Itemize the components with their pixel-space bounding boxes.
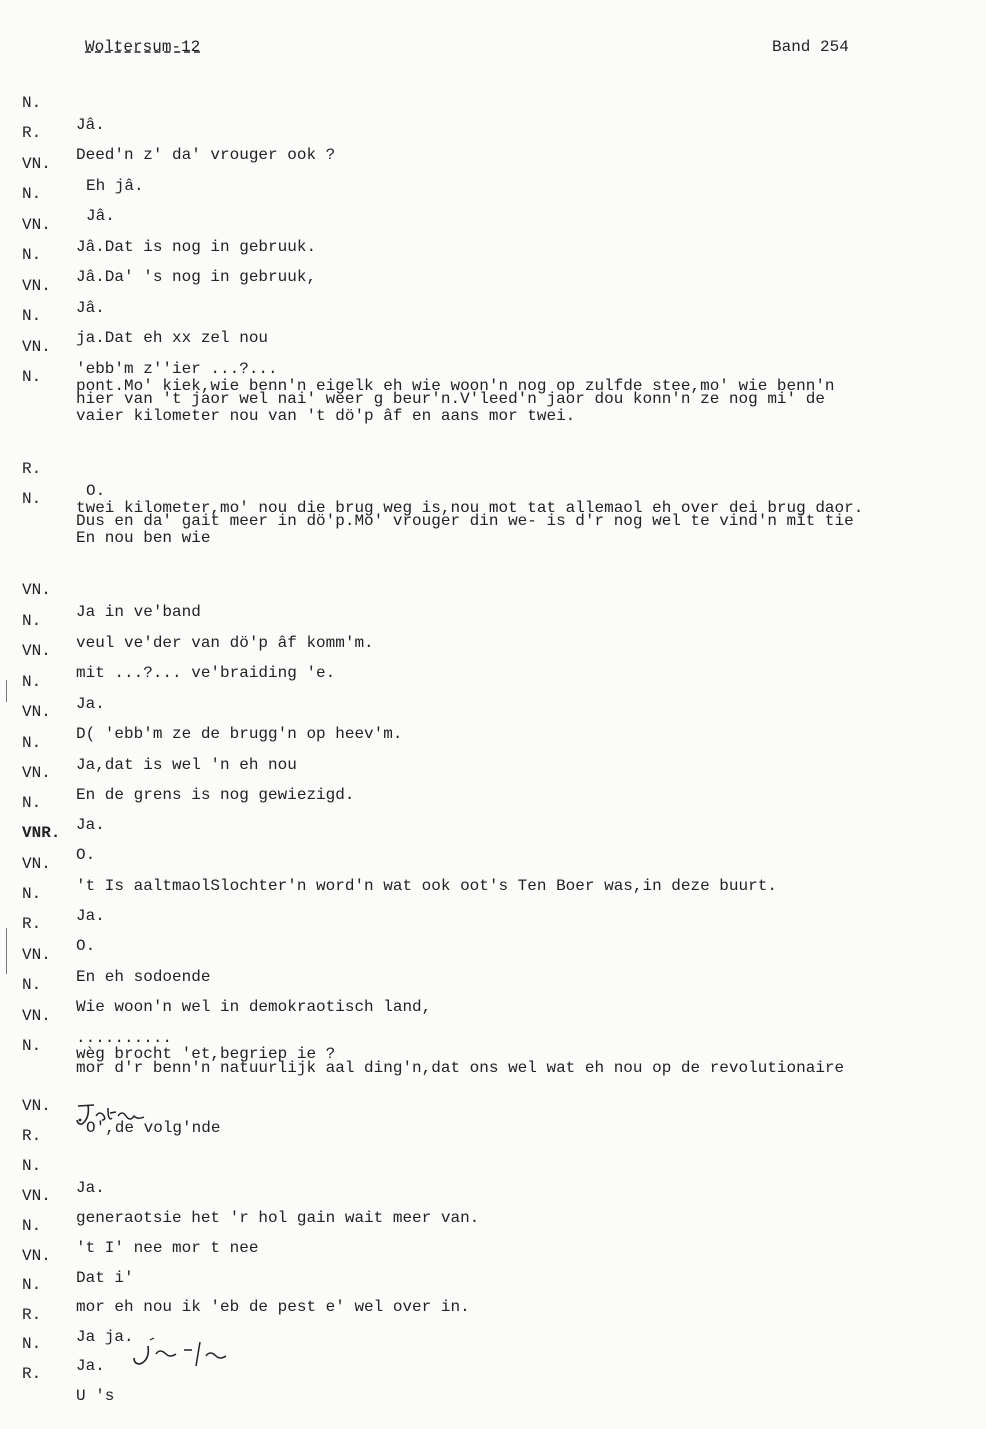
utterance-text: Jâ.Dat is nog in gebruuk. xyxy=(76,238,317,256)
transcript-line xyxy=(0,1223,134,1287)
speaker-label: R. xyxy=(22,1306,42,1324)
transcript-line xyxy=(0,1103,42,1145)
utterance-text: O. xyxy=(76,937,96,955)
utterance-text: U 's xyxy=(76,1387,115,1405)
utterance-text: 't I' nee mor t nee xyxy=(76,1239,259,1257)
speaker-label: VN. xyxy=(22,946,51,964)
speaker-label: VN. xyxy=(22,855,51,873)
speaker-label: VN. xyxy=(22,642,51,660)
utterance-text: Deed'n z' da' vrouger ook ? xyxy=(76,146,336,164)
utterance-text: Jâ. xyxy=(76,299,105,317)
utterance-text: mit ...?... ve'braiding 'e. xyxy=(76,664,336,682)
speaker-label: R. xyxy=(22,124,42,142)
speaker-label: VN. xyxy=(22,764,51,782)
utterance-text: generaotsie het 'r hol gain wait meer van. xyxy=(76,1209,480,1227)
speaker-label: N. xyxy=(22,1276,42,1294)
utterance-text: En eh sodoende xyxy=(76,968,211,986)
handwritten-ja-ja xyxy=(128,1336,238,1370)
utterance-text: Ja in ve'band xyxy=(76,603,201,621)
utterance-text: Ja. xyxy=(76,695,105,713)
utterance-text: Ja. xyxy=(76,816,105,834)
speaker-label: N. xyxy=(22,1217,42,1235)
utterance-text: .......... xyxy=(76,1029,173,1047)
utterance-text: Jâ. xyxy=(76,116,105,134)
speaker-label: N. xyxy=(22,1335,42,1353)
speaker-label: N. xyxy=(22,885,42,903)
speaker-label: VN. xyxy=(22,1187,51,1205)
speaker-label: R. xyxy=(22,1127,42,1145)
utterance-text: En de grens is nog gewiezigd. xyxy=(76,786,355,804)
transcript-line xyxy=(0,1282,134,1346)
utterance-text: Ja ja. xyxy=(76,1328,134,1346)
utterance-text: Jâ.Da' 's nog in gebruuk, xyxy=(76,268,317,286)
transcript-line xyxy=(0,253,105,317)
speaker-label: VN. xyxy=(22,1007,51,1025)
document-title: Woltersum-12 xyxy=(85,38,201,56)
utterance-text: mor eh nou ik 'eb de pest e' wel over in. xyxy=(76,1298,470,1316)
utterance-text: 't Is aaltmaolSlochter'n word'n wat ook oot's Ten Boer was,in deze buurt. xyxy=(76,877,777,895)
utterance-text: O. xyxy=(86,482,106,500)
utterance-text: Ja. xyxy=(76,1179,105,1197)
margin-mark xyxy=(6,680,7,702)
speaker-label: N. xyxy=(22,1037,42,1055)
speaker-label: N. xyxy=(22,246,42,264)
speaker-label: N. xyxy=(22,307,42,325)
transcript-line xyxy=(0,70,105,134)
speaker-label: N. xyxy=(22,1157,42,1175)
utterance-text: mor d'r benn'n natuurlijk aal ding'n,dat ons wel wat eh nou op de revolutionaire xyxy=(76,1059,845,1077)
transcript-line xyxy=(0,983,173,1047)
speaker-label: VN. xyxy=(22,703,51,721)
speaker-label: N. xyxy=(22,368,42,386)
speaker-label: VN. xyxy=(22,1247,51,1265)
speaker-label: R. xyxy=(22,460,42,478)
margin-mark xyxy=(6,928,7,974)
transcript-line xyxy=(0,557,201,621)
utterance-text: O. xyxy=(76,846,96,864)
band-number: Band 254 xyxy=(772,38,849,56)
utterance-text: Dat i' xyxy=(76,1269,134,1287)
speaker-label: VN. xyxy=(22,1097,51,1115)
utterance-text: Wie woon'n wel in demokraotisch land, xyxy=(76,998,432,1016)
continuation-line: pont.Mo' kiek,wie benn'n eigelk eh wie woon'n nog op zulfde stee,mo' wie benn'n xyxy=(76,377,835,395)
speaker-label: R. xyxy=(22,1365,42,1383)
speaker-label: VNR. xyxy=(22,824,61,842)
continuation-line: twei kilometer,mo' nou die brug weg is,nou mot tat allemaol eh over dei brug daor. xyxy=(76,499,864,517)
transcript-line xyxy=(0,1073,221,1137)
transcript-line xyxy=(0,131,144,195)
utterance-text: Dus en da' gait meer in dö'p.Mo' vrouger din we- is d'r nog wel te vind'n mit tie xyxy=(76,512,854,530)
speaker-label: VN. xyxy=(22,581,51,599)
transcript-line xyxy=(0,192,317,256)
utterance-text: veul ve'der van dö'p âf komm'm. xyxy=(76,634,374,652)
utterance-text: Ja. xyxy=(76,907,105,925)
speaker-label: R. xyxy=(22,915,42,933)
utterance-text: Jâ. xyxy=(86,207,115,225)
speaker-label: VN. xyxy=(22,216,51,234)
handwritten-jaja xyxy=(72,1100,172,1130)
speaker-label: VN. xyxy=(22,338,51,356)
utterance-text: Eh jâ. xyxy=(86,177,144,195)
speaker-label: VN. xyxy=(22,155,51,173)
continuation-line: En nou ben wie xyxy=(76,529,211,547)
speaker-label: N. xyxy=(22,490,42,508)
utterance-text: ja.Dat eh xx zel nou xyxy=(76,329,269,347)
speaker-label: N. xyxy=(22,976,42,994)
utterance-text: D( 'ebb'm ze de brugg'n op heev'm. xyxy=(76,725,403,743)
transcript-line xyxy=(0,436,106,500)
continuation-line: vaier kilometer nou van 't dö'p âf en aans mor twei. xyxy=(76,407,576,425)
speaker-label: N. xyxy=(22,94,42,112)
utterance-text: Ja,dat is wel 'n eh nou xyxy=(76,756,297,774)
utterance-text: 'ebb'm z''ier ...?... xyxy=(76,360,278,378)
speaker-label: N. xyxy=(22,185,42,203)
speaker-label: VN. xyxy=(22,277,51,295)
utterance-text: O',de volg'nde xyxy=(86,1119,221,1137)
continuation-line: wèg brocht 'et,begriep ie ? xyxy=(76,1045,336,1063)
utterance-text: hier van 't jaor wel nai' weer g beur'n.V'leed'n jaor dou konn'n ze nog mi' de xyxy=(76,390,825,408)
speaker-label: N. xyxy=(22,734,42,752)
speaker-label: N. xyxy=(22,673,42,691)
speaker-label: N. xyxy=(22,794,42,812)
speaker-label: N. xyxy=(22,612,42,630)
utterance-text: Ja. xyxy=(76,1357,105,1375)
